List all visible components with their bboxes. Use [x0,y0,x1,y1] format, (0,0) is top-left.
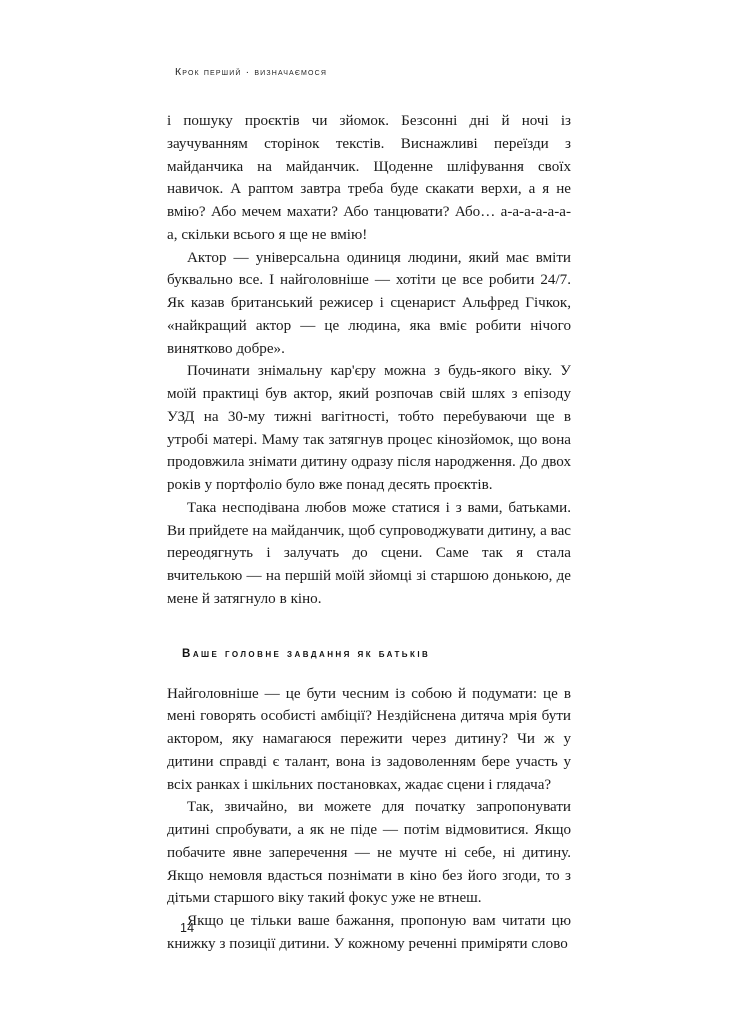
page-number: 14 [180,921,195,935]
running-head: Крок перший · визначаємося [175,66,328,78]
body-paragraph: Починати знімальну кар'єру можна з будь-якого віку. У моїй практиці був актор, який розпочав свій шлях з епізоду УЗД на 30-му тижні вагітності, тобто перебуваючи ще в утробі матері. Маму так затягнув процес кінозйомок, що вона продовжила знімати дитину одразу після народження. До двох років у портфоліо було вже понад десять проєктів. [167,363,571,493]
body-paragraph: Актор — універсальна одиниця людини, який має вміти буквально все. І найголовніше — хотіти це все робити 24/7. Як казав британський режисер і сценарист Альфред Гічкок, «найкращий актор — це людина, яка вміє робити нічого винятково добре». [167,249,571,357]
body-paragraph: Якщо це тільки ваше бажання, пропоную вам читати цю книжку з позиції дитини. У кожному реченні приміряти слово [167,913,571,952]
body-paragraph: Так, звичайно, ви можете для початку запропонувати дитині спробувати, а як не піде — потім відмовитися. Якщо побачите явне заперечення — не мучте ні себе, ні дитину. Якщо немовля вдасться познімати в кіно без його згоди, то з дітьми старшого віку такий фокус уже не втнеш. [167,799,571,907]
heading-spacer-above [167,611,571,647]
text-column [167,110,571,956]
body-paragraph: Така несподівана любов може статися і з вами, батьками. Ви прийдете на майданчик, щоб супроводжувати дитину, а вас переодягнуть і залучать до сцени. Саме так я стала вчителькою — на першій моїй зйомці зі старшою донькою, де мене й затягнуло в кіно. [167,499,571,607]
section-heading: Ваше головне завдання як батьків [182,646,431,660]
body-paragraph: Найголовніше — це бути чесним із собою й подумати: це в мені говорять особисті амбіції? Нездійснена дитяча мрія бути актором, яку намагаюся пережити через дитину? Чи ж у дитини справді є талант, вона із задоволенням бере участь у всіх ранках і шкільних постановках, жадає сцени і глядача? [167,685,571,793]
heading-spacer-below [167,660,571,683]
body-paragraph: і пошуку проєктів чи зйомок. Безсонні дні й ночі із заучуванням сторінок текстів. Виснажливі переїзди з майданчика на майданчик. Щоденне шліфування своїх навичок. А раптом завтра треба буде скакати верхи, а я не вмію? Або мечем махати? Або танцювати? Або… а-а-а-а-а-а-а, скільки всього я ще не вмію! [167,113,571,243]
